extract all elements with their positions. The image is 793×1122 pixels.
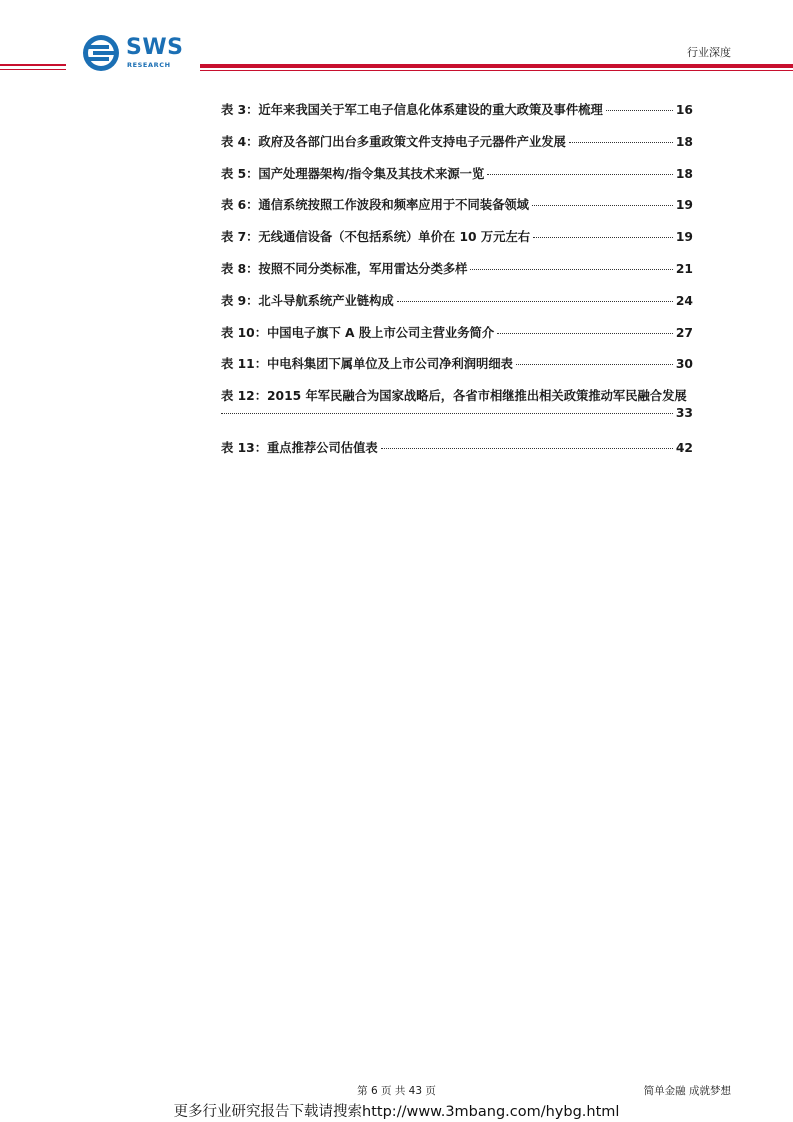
toc-leader-dots bbox=[569, 142, 673, 143]
page-header bbox=[0, 0, 793, 80]
toc-entry-page: 24 bbox=[675, 293, 693, 308]
toc-leader-dots bbox=[470, 269, 672, 270]
toc-leader-dots bbox=[532, 205, 673, 206]
toc-entry-title: 表 8：按照不同分类标准，军用雷达分类多样 bbox=[221, 261, 468, 276]
footer-slogan: 简单金融 成就梦想 bbox=[643, 1085, 731, 1097]
logo-subtext: RESEARCH bbox=[127, 61, 171, 69]
download-ad-link[interactable]: 更多行业研究报告下载请搜索http://www.3mbang.com/hybg.html bbox=[173, 1104, 620, 1120]
report-type-label: 行业深度 bbox=[687, 46, 731, 59]
toc-entry-page: 33 bbox=[675, 406, 693, 421]
toc-entry-page: 27 bbox=[675, 325, 693, 340]
toc-entry-title: 表 10：中国电子旗下 A 股上市公司主营业务简介 bbox=[221, 325, 495, 340]
toc-entry[interactable] bbox=[221, 132, 693, 150]
table-of-tables bbox=[221, 100, 693, 470]
toc-entry[interactable] bbox=[221, 386, 693, 424]
toc-entry[interactable] bbox=[221, 323, 693, 341]
toc-entry-title: 表 13：重点推荐公司估值表 bbox=[221, 440, 378, 455]
toc-entry-title: 表 5：国产处理器架构/指令集及其技术来源一览 bbox=[221, 166, 485, 181]
toc-entry-page: 19 bbox=[675, 230, 693, 245]
toc-leader-dots bbox=[533, 237, 673, 238]
toc-entry-title: 表 3：近年来我国关于军工电子信息化体系建设的重大政策及事件梳理 bbox=[221, 103, 603, 117]
page-number: 第 6 页 共 43 页 bbox=[357, 1085, 436, 1097]
toc-leader-dots bbox=[497, 333, 673, 334]
sws-logo bbox=[82, 34, 192, 72]
toc-entry[interactable] bbox=[221, 227, 693, 245]
toc-entry[interactable] bbox=[221, 438, 693, 456]
toc-entry-page: 16 bbox=[675, 103, 693, 117]
toc-leader-dots bbox=[487, 174, 673, 175]
header-rule-left bbox=[0, 64, 66, 66]
header-rule-right bbox=[200, 64, 793, 68]
toc-entry[interactable] bbox=[221, 195, 693, 213]
toc-leader-dots bbox=[381, 448, 673, 449]
toc-entry-title: 表 12：2015 年军民融合为国家战略后，各省市相继推出相关政策推动军民融合发展 bbox=[221, 389, 687, 404]
toc-leader-dots bbox=[516, 364, 673, 365]
toc-entry-title: 表 7：无线通信设备（不包括系统）单价在 10 万元左右 bbox=[221, 230, 531, 245]
logo-wordmark: SWS bbox=[126, 35, 184, 60]
toc-leader-dots bbox=[221, 413, 673, 414]
toc-leader-dots bbox=[397, 301, 673, 302]
header-rule-right-thin bbox=[200, 70, 793, 71]
toc-entry-page: 21 bbox=[675, 261, 693, 276]
toc-leader-dots bbox=[606, 110, 673, 111]
toc-entry[interactable] bbox=[221, 291, 693, 309]
toc-entry[interactable] bbox=[221, 164, 693, 182]
toc-entry-page: 18 bbox=[675, 166, 693, 181]
toc-entry[interactable] bbox=[221, 100, 693, 118]
sws-logo-icon bbox=[82, 34, 122, 72]
toc-entry-page: 42 bbox=[675, 440, 693, 455]
toc-entry[interactable] bbox=[221, 354, 693, 372]
toc-entry-title: 表 11：中电科集团下属单位及上市公司净利润明细表 bbox=[221, 357, 513, 372]
toc-entry-title: 表 6：通信系统按照工作波段和频率应用于不同装备领域 bbox=[221, 198, 529, 213]
toc-entry-page: 18 bbox=[675, 134, 693, 149]
toc-entry-page: 19 bbox=[675, 198, 693, 213]
toc-entry-title: 表 4：政府及各部门出台多重政策文件支持电子元器件产业发展 bbox=[221, 134, 566, 149]
toc-entry-title: 表 9：北斗导航系统产业链构成 bbox=[221, 293, 394, 308]
header-rule-left-thin bbox=[0, 69, 66, 70]
toc-entry[interactable] bbox=[221, 259, 693, 277]
toc-entry-page: 30 bbox=[675, 357, 693, 372]
